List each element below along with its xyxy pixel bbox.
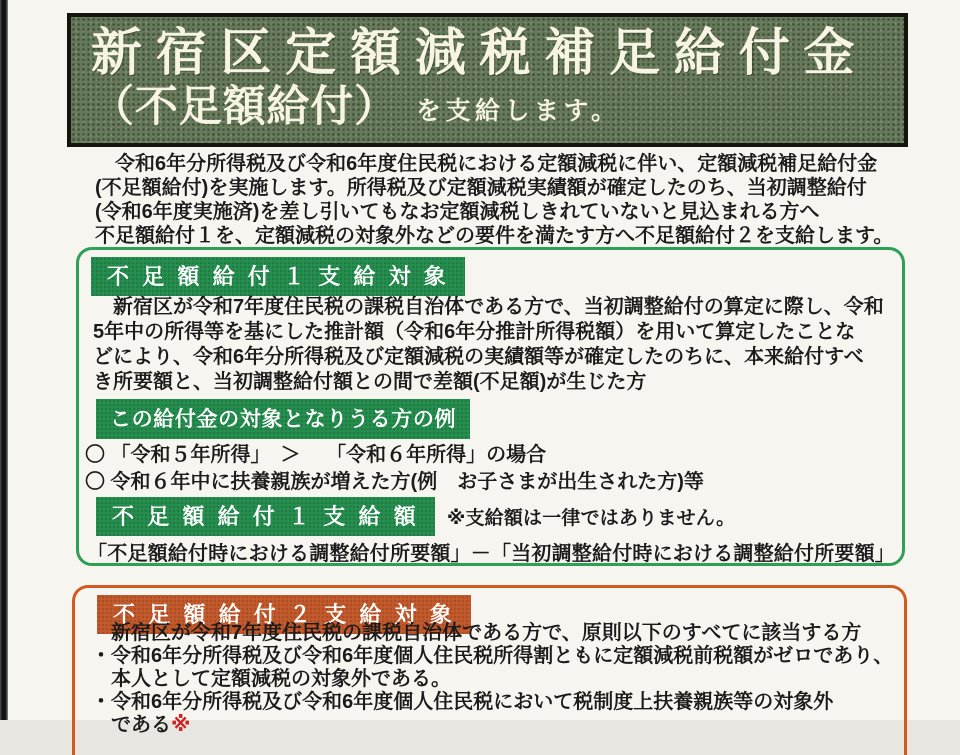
footnote-asterisk: ※: [171, 714, 191, 736]
benefit2-section-box: [72, 585, 907, 755]
benefit1-eligibility-body: [93, 295, 884, 395]
example-cases-list: [85, 442, 704, 496]
bullet-line: 本人として定額減税の対象外である。: [91, 668, 451, 690]
title-banner: [67, 13, 908, 147]
amount-disclaimer-note: ※支給額は一律ではありません。: [446, 508, 736, 529]
body-line: 新宿区が令和7年度住民税の課税自治体である方で、当初調整給付の算定に際し、令和: [93, 296, 884, 318]
page-subtitle-suffix: を支給します。: [416, 97, 621, 125]
intro-line: (不足額給付)を実施します。所得税及び定額減税実績額が確定したのち、当初調整給付: [95, 177, 867, 199]
bullet-line-cutoff: [91, 714, 893, 737]
benefit1-section-box: [76, 247, 905, 566]
benefit1-amount-formula: 「不足額給付時における調整給付所要額」－「当初調整給付時における調整給付所要額」: [87, 543, 895, 565]
bullet-line: ・令和6年分所得税及び令和6年度個人住民税において税制度上扶養親族等の対象外: [91, 691, 834, 713]
page-title: 新宿区定額減税補足給付金: [91, 24, 869, 81]
benefit2-eligibility-header-bar: 不足額給付２支給対象: [97, 595, 471, 634]
page-subtitle-main: （不足額給付）: [91, 83, 399, 131]
body-line: 新宿区が令和7年度住民税の課税自治体である方で、原則以下のすべてに該当する方: [91, 622, 862, 644]
intro-line: 不足額給付１を、定額減税の対象外などの要件を満たす方へ不足額給付２を支給します。: [95, 225, 894, 247]
benefit1-amount-row: [96, 497, 735, 536]
example-item: 〇 令和６年中に扶養親族が増えた方(例 お子さまが出生された方)等: [85, 471, 704, 493]
benefit2-eligibility-body: [91, 622, 893, 737]
intro-line: 令和6年分所得税及び令和6年度住民税における定額減税に伴い、定額減税補足給付金: [95, 153, 878, 175]
benefit1-eligibility-header-bar: 不足額給付１支給対象: [91, 257, 465, 296]
scanner-edge-shadow: [0, 0, 8, 720]
example-item: 〇 「令和５年所得」 ＞ 「令和６年所得」の場合: [85, 444, 547, 466]
body-line: き所要額と、当初調整給付額との間で差額(不足額)が生じた方: [93, 371, 647, 393]
example-cases-header-bar: この給付金の対象となりうる方の例: [96, 399, 470, 439]
body-line: どにより、令和6年分所得税及び定額減税の実績額等が確定したのちに、本来給付すべ: [93, 346, 864, 368]
intro-line: (令和6年度実施済)を差し引いてもなお定額減税しきれていないと見込まれる方へ: [95, 201, 820, 223]
intro-paragraph: [95, 152, 893, 248]
benefit1-amount-header-bar: 不足額給付１支給額: [96, 497, 435, 536]
body-line-fragment: である: [91, 714, 171, 736]
bullet-line: ・令和6年分所得税及び令和6年度個人住民税所得割ともに定額減税前税額がゼロであり、: [91, 645, 894, 667]
page-subtitle-row: [91, 82, 904, 132]
body-line: 5年中の所得等を基にした推計額（令和6年分推計所得税額）を用いて算定したことな: [93, 321, 856, 343]
